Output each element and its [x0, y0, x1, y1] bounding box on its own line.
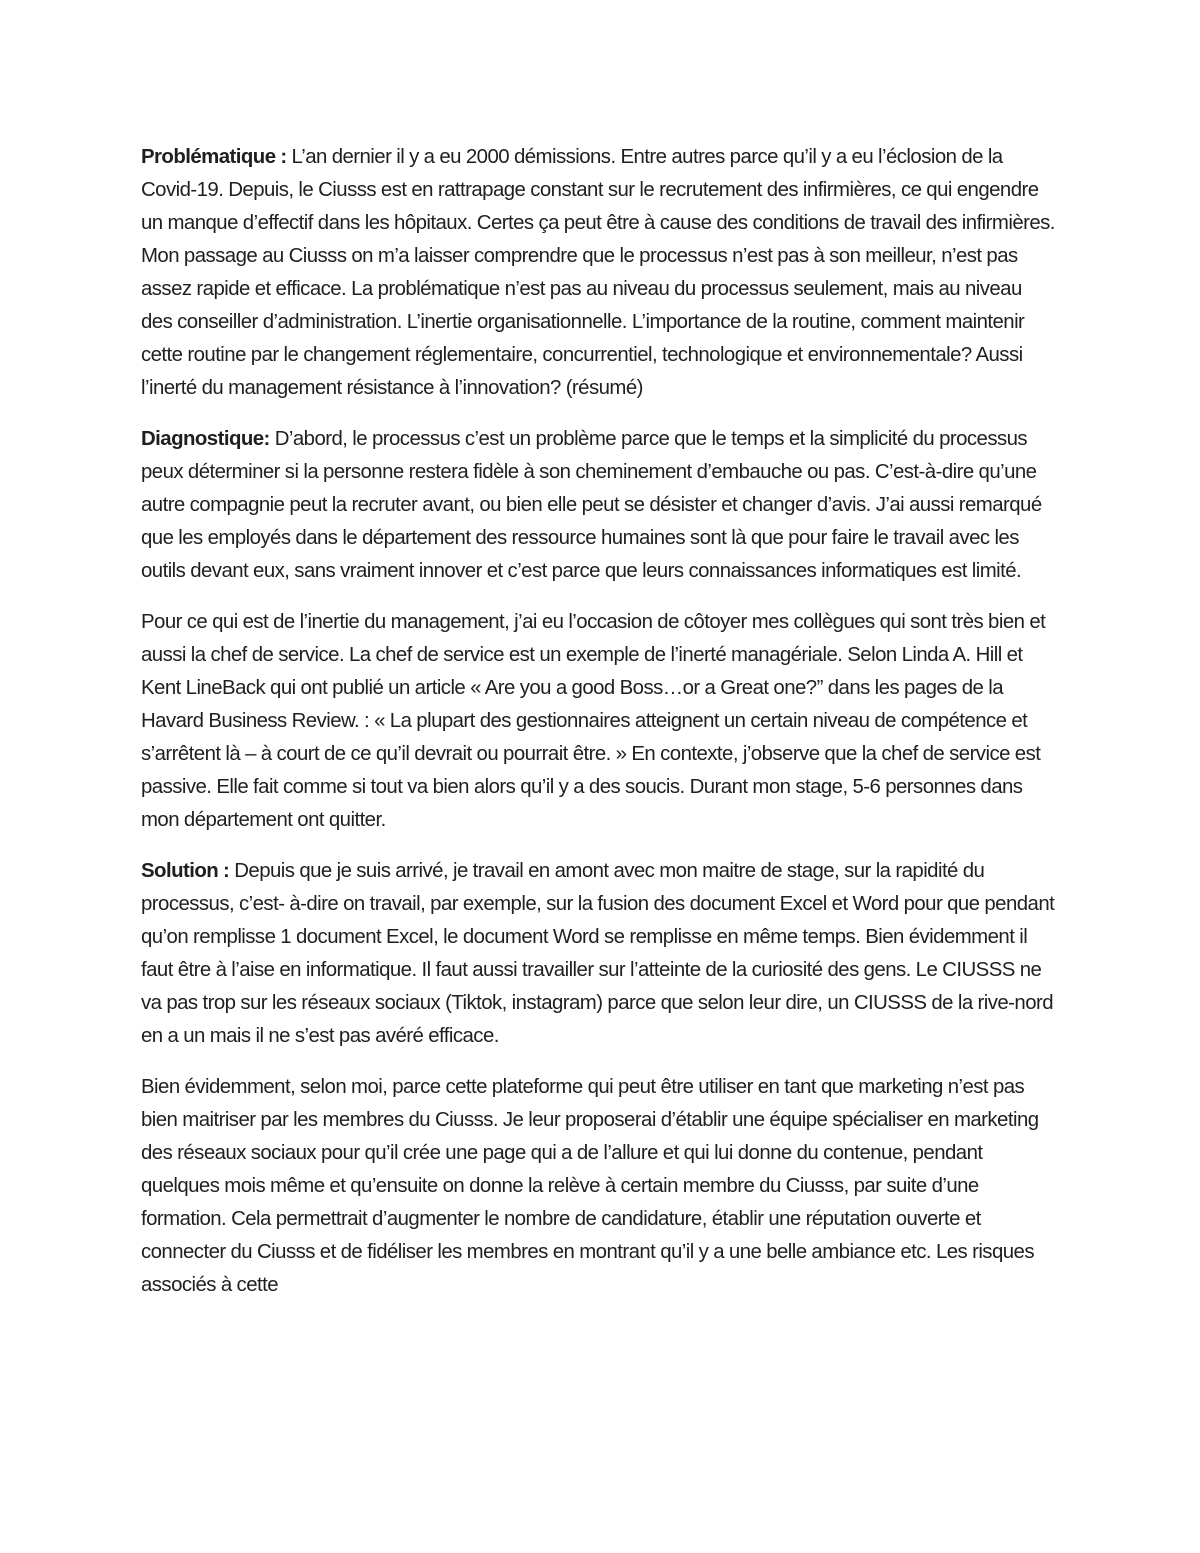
paragraph-text: Bien évidemment, selon moi, parce cette plateforme qui peut être utiliser en tant que marketing n’est pas bien maitriser par les membres du Ciusss. Je leur proposerai d’établir une équipe spécialiser en marketing des réseaux sociaux pour qu’il crée une page qui a de l’allure et qui lui donne du contenue, pendant quelques mois même et qu’ensuite on donne la relève à certain membre du Ciusss, par suite d’une formation. Cela permettrait d’augmenter le nombre de candidature, établir une réputation ouverte et connecter du Ciusss et de fidéliser les membres en montrant qu’il y a une belle ambiance etc. Les risques associés à cette — [141, 1076, 1039, 1296]
paragraph-diagnostique — [141, 423, 1056, 588]
paragraph-text: D’abord, le processus c’est un problème parce que le temps et la simplicité du processus peux déterminer si la personne restera fidèle à son cheminement d’embauche ou pas. C’est-à-dire qu’une autre compagnie peut la recruter avant, ou bien elle peut se désister et changer d’avis. J’ai aussi remarqué que les employés dans le département des ressource humaines sont là que pour faire le travail avec les outils devant eux, sans vraiment innover et c’est parce que leurs connaissances informatiques est limité. — [141, 428, 1042, 582]
paragraph-text: L’an dernier il y a eu 2000 démissions. Entre autres parce qu’il y a eu l’éclosion de la Covid-19. Depuis, le Ciusss est en rattrapage constant sur le recrutement des infirmières, ce qui engendre un manque d’effectif dans les hôpitaux. Certes ça peut être à cause des conditions de travail des infirmières. Mon passage au Ciusss on m’a laisser comprendre que le processus n’est pas à son meilleur, n’est pas assez rapide et efficace. La problématique n’est pas au niveau du processus seulement, mais au niveau des conseiller d’administration. L’inertie organisationnelle. L’importance de la routine, comment maintenir cette routine par le changement réglementaire, concurrentiel, technologique et environnementale? Aussi l’inerté du management résistance à l’innovation? (résumé) — [141, 146, 1055, 399]
paragraph-label: Problématique : — [141, 146, 287, 168]
paragraph-label: Solution : — [141, 860, 230, 882]
paragraph-reseaux-sociaux — [141, 1071, 1056, 1302]
paragraph-inertie-management — [141, 606, 1056, 837]
paragraph-problematique — [141, 141, 1056, 405]
paragraph-solution — [141, 855, 1056, 1053]
paragraph-text: Depuis que je suis arrivé, je travail en amont avec mon maitre de stage, sur la rapidité du processus, c’est- à-dire on travail, par exemple, sur la fusion des document Excel et Word pour que pendant qu’on remplisse 1 document Excel, le document Word se remplisse en même temps. Bien évidemment il faut être à l’aise en informatique. Il faut aussi travailler sur l’atteinte de la curiosité des gens. Le CIUSSS ne va pas trop sur les réseaux sociaux (Tiktok, instagram) parce que selon leur dire, un CIUSSS de la rive-nord en a un mais il ne s’est pas avéré efficace. — [141, 860, 1055, 1047]
paragraph-label: Diagnostique: — [141, 428, 270, 450]
paragraph-text: Pour ce qui est de l’inertie du management, j’ai eu l’occasion de côtoyer mes collègues qui sont très bien et aussi la chef de service. La chef de service est un exemple de l’inerté managériale. Selon Linda A. Hill et Kent LineBack qui ont publié un article « Are you a good Boss…or a Great one?” dans les pages de la Havard Business Review. : « La plupart des gestionnaires atteignent un certain niveau de compétence et s’arrêtent là – à court de ce qu’il devrait ou pourrait être. » En contexte, j’observe que la chef de service est passive. Elle fait comme si tout va bien alors qu’il y a des soucis. Durant mon stage, 5-6 personnes dans mon département ont quitter. — [141, 611, 1046, 831]
